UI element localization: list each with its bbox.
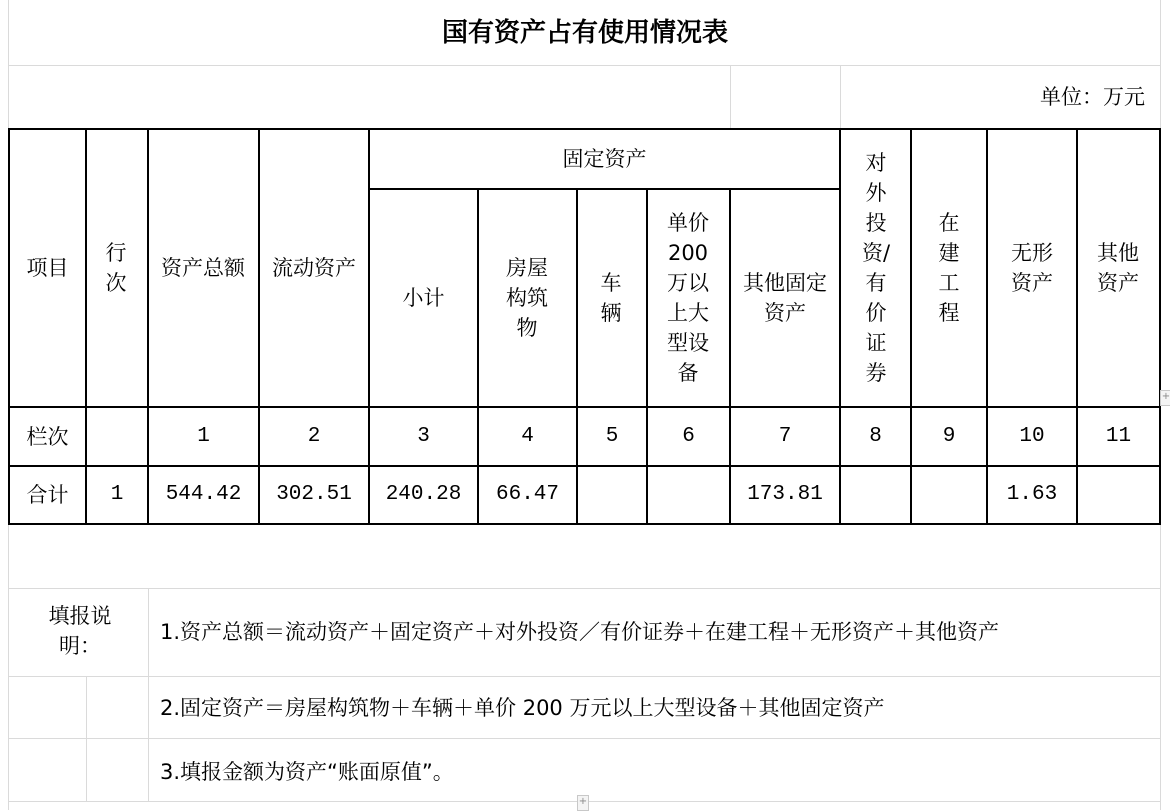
- header-intangible: 无形资产: [1011, 241, 1053, 295]
- column-index-cell: [87, 408, 147, 465]
- header-construction: 在建工程: [938, 211, 960, 325]
- note-item: 3.填报金额为资产“账面原值”。: [160, 760, 454, 784]
- header-vehicles: 车辆: [600, 271, 622, 325]
- column-index-cell: 1: [197, 424, 210, 448]
- gridline: [8, 65, 1161, 66]
- column-index-cell: 2: [307, 424, 321, 448]
- column-index-cell: 9: [942, 424, 956, 448]
- header-large-equipment: 单价200万以上大型设备: [667, 211, 709, 385]
- total-row-cell: [578, 467, 646, 523]
- header-other-fixed: 其他固定资产: [743, 271, 827, 325]
- total-row-cell: 173.81: [747, 483, 823, 506]
- table-border: [1076, 128, 1078, 525]
- header-subtotal: 小计: [402, 286, 445, 310]
- column-resize-handle[interactable]: +: [577, 795, 589, 811]
- header-other-assets: 其他资产: [1097, 241, 1139, 295]
- column-index-cell: 4: [521, 424, 534, 448]
- notes-label: 填报说明：: [48, 604, 112, 658]
- column-index-cell: 3: [417, 424, 430, 448]
- total-row-cell: 302.51: [276, 483, 352, 506]
- gridline: [8, 588, 1161, 589]
- gridline: [86, 676, 87, 802]
- unit-label: 单位：万元: [1040, 85, 1145, 109]
- table-border: [8, 523, 1161, 525]
- total-row-cell: 1: [110, 483, 124, 506]
- gridline: [840, 65, 841, 129]
- header-item: 项目: [26, 256, 69, 280]
- total-row-cell: [648, 467, 729, 523]
- note-item: 1.资产总额＝流动资产＋固定资产＋对外投资／有价证券＋在建工程＋无形资产＋其他资产: [160, 620, 1000, 644]
- column-index-cell: 10: [1019, 424, 1045, 448]
- page-title: 国有资产占有使用情况表: [441, 17, 728, 48]
- header-fixed-assets: 固定资产: [562, 147, 647, 171]
- total-row-cell: 66.47: [495, 483, 559, 506]
- gridline: [148, 588, 149, 802]
- total-row-cell: [912, 467, 986, 523]
- table-border: [258, 128, 260, 525]
- header-investments: 对外投资/有价证券: [861, 151, 891, 385]
- total-row-label: 合计: [26, 483, 69, 507]
- gridline: [730, 65, 731, 129]
- header-buildings: 房屋构筑物: [506, 256, 548, 340]
- table-border: [1159, 128, 1161, 525]
- total-row-cell: [841, 467, 910, 523]
- row-resize-handle[interactable]: +: [1160, 390, 1170, 406]
- table-border: [839, 128, 841, 525]
- total-row-cell: 240.28: [385, 483, 462, 506]
- header-current-assets: 流动资产: [272, 256, 356, 280]
- column-index-cell: 8: [869, 424, 882, 448]
- table-border: [910, 128, 912, 525]
- table-border: [147, 128, 149, 525]
- column-index-cell: 5: [605, 424, 619, 448]
- total-row-cell: 544.42: [165, 483, 242, 506]
- column-index-label: 栏次: [26, 424, 69, 449]
- total-row-cell: [1078, 467, 1159, 523]
- header-row-no: 行次: [105, 241, 127, 295]
- table-border: [85, 128, 87, 525]
- note-item: 2.固定资产＝房屋构筑物＋车辆＋单价 200 万元以上大型设备＋其他固定资产: [160, 696, 885, 720]
- header-total-assets: 资产总额: [161, 256, 245, 280]
- gridline: [8, 676, 1161, 677]
- column-index-cell: 11: [1105, 424, 1132, 448]
- table-border: [986, 128, 988, 525]
- total-row-cell: 1.63: [1006, 483, 1058, 506]
- column-index-cell: 6: [682, 424, 695, 448]
- column-index-cell: 7: [778, 424, 792, 448]
- gridline: [8, 738, 1161, 739]
